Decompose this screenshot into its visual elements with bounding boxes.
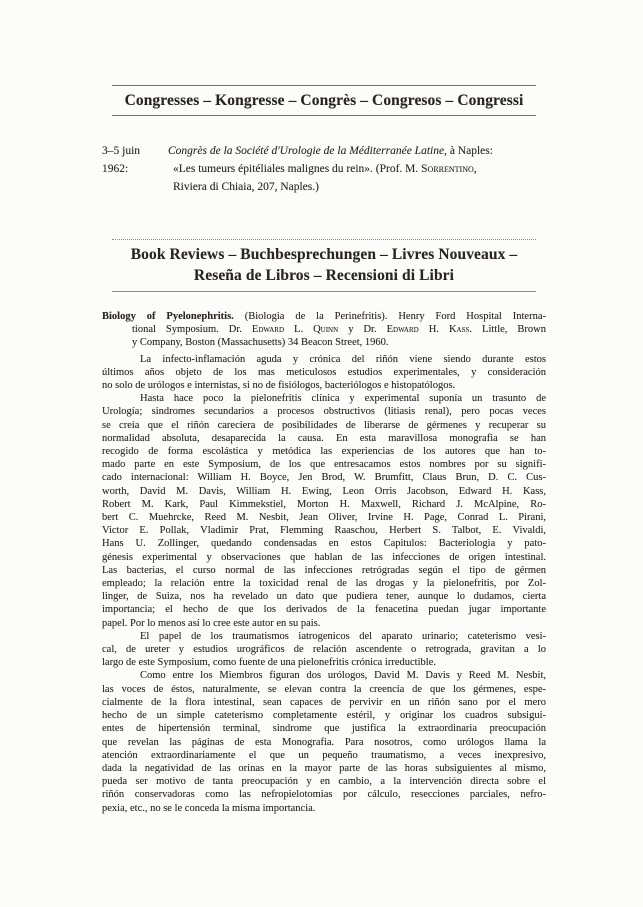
text-segment: Sorrentino <box>421 163 474 175</box>
review-paragraph <box>102 353 546 393</box>
review-text-line <box>102 564 546 577</box>
text-segment: génesis experimental y observaciones que hablan de las infecciones de origen intestinal. <box>102 551 546 563</box>
text-segment: riñón conservadoras como las nefropielotomias por cálculo, resecciones parciales, nefro- <box>102 789 546 801</box>
text-segment: se creia que el riñón careciera de posibilidades de liberarse de gérmenes y recuperar su <box>102 419 546 431</box>
review-text-line <box>102 709 546 722</box>
text-segment: Edward L. Quinn <box>251 324 339 336</box>
congress-entry-line <box>168 142 546 160</box>
congress-entry-description <box>168 142 546 196</box>
review-text-line <box>102 379 546 392</box>
review-text-line <box>102 590 546 603</box>
review-paragraph <box>102 669 546 814</box>
book-reviews-title-line2: Reseña de Libros – Recensioni di Libri <box>193 267 455 284</box>
text-segment: à Naples: <box>446 145 493 157</box>
text-segment: cal, de ureter y estudios urográficos de relación ascendente o retrograda, gravitan a lo <box>102 644 546 656</box>
text-segment: Victor E. Pollak, Vladimir Prat, Flemming Raaschou, Herbert S. Talbot, E. Vivaldi, <box>102 525 546 537</box>
text-segment: Como entre los Miembros figuran dos urólogos, David M. Davis y Reed M. Nesbit, <box>140 670 546 682</box>
review-text-line <box>102 603 546 616</box>
text-segment: Edward H. Kass <box>386 324 470 336</box>
review-text-line <box>102 683 546 696</box>
text-segment: linger, de Suiza, nos ha revelado un dato que pudiera tener, aunque lo dudamos, cierta <box>102 591 546 603</box>
text-segment: cialmente de la flora intestinal, sean capaces de pervivir en un riñón sano por el mero <box>102 696 546 708</box>
review-text-line <box>102 802 546 815</box>
review-text-line <box>102 524 546 537</box>
text-segment: La infecto-inflamación aguda y crónica del riñón viene siendo durante estos <box>140 353 546 365</box>
review-text-line <box>102 366 546 379</box>
text-segment: . Little, Brown <box>469 324 547 336</box>
text-segment: las voces de éstos, naturalmente, se elevan contra la creencia de que los gérmenes, espe- <box>102 683 546 695</box>
text-segment: entes de hipertensión terminal, sindrome que justifica la extraordinaria preocupación <box>102 723 546 735</box>
review-text-line <box>102 432 546 445</box>
review-text-line <box>102 643 546 656</box>
review-text-line <box>102 498 546 511</box>
review-text-line <box>102 617 546 630</box>
text-segment: tional Symposium. Dr. <box>132 324 252 336</box>
congresses-title: Congresses – Kongresse – Congrès – Congresos – Congressi <box>124 92 524 109</box>
text-segment: Hasta hace poco la pielonefritis clínica y experimental suponía un trasunto de <box>140 393 546 405</box>
review-paragraph <box>102 630 546 670</box>
text-segment: bert C. Muehrcke, Reed M. Nesbit, Jean Oliver, Irvine H. Page, Conrad L. Pirani, <box>102 512 546 524</box>
book-review-article <box>102 310 546 815</box>
book-reviews-section-header <box>112 239 536 292</box>
text-segment: (Biologia de la Perinefritis). Henry Ford Hospital Interna- <box>233 311 546 322</box>
review-text-line <box>102 630 546 643</box>
review-text-line <box>102 458 546 471</box>
text-segment: Urología; sindromes secundarios a procesos obstructivos (litiasis renal), pero pocas veces <box>102 406 546 418</box>
review-text-line <box>102 471 546 484</box>
review-text-line <box>102 323 546 336</box>
review-text-line <box>102 736 546 749</box>
text-segment: últimos años objeto de los mas meticulosos estudios experimentales, y consideración <box>102 366 546 378</box>
review-text-line <box>102 405 546 418</box>
review-text-line <box>102 775 546 788</box>
text-segment: Las bacterias, el curso normal de las infecciones retrógradas según el tipo de gérmen <box>102 564 546 576</box>
review-text-line <box>102 310 546 323</box>
text-segment: worth, David M. Davis, William H. Ewing, Leon Orris Jacobson, Edward H. Kass, <box>102 485 546 497</box>
review-text-line <box>102 551 546 564</box>
review-text-line <box>102 669 546 682</box>
review-text-line <box>102 419 546 432</box>
book-reviews-title-line1: Book Reviews – Buchbesprechungen – Livres Nouveaux – <box>130 246 518 263</box>
text-segment: atención extraordinariamente el que un pequeño traumatismo, a veces inexpresivo, <box>102 749 546 761</box>
text-segment: papel. Por lo menos así lo cree este autor en su pais. <box>102 617 321 629</box>
text-segment: largo de este Symposium, como fuente de una pielonefritis crónica irreductible. <box>102 657 436 669</box>
text-segment: y Dr. <box>338 324 387 336</box>
text-segment: Hans U. Zollinger, quedando condensadas en estos Capitulos: Bacteriologia y pato- <box>102 538 546 550</box>
review-text-line <box>102 511 546 524</box>
text-segment: hecho de un simple cateterismo completamente estéril, y originar los cuadros subsigui- <box>102 710 546 722</box>
text-segment: cado internacional: William H. Boyce, Jen Brod, W. Brumfitt, Claus Brun, D. C. Cus- <box>102 472 546 484</box>
text-segment: recogido de forma escolástica y metódica las experiencias de los autores que han to- <box>102 446 546 458</box>
congress-entry-line <box>168 160 546 178</box>
review-text-line <box>102 445 546 458</box>
text-segment: «Les tumeurs épitéliales malignes du rein». (Prof. M. <box>173 163 422 175</box>
text-segment: mado parte en este Symposium, de los que entresacamos estos nombres por su signifi- <box>102 459 546 471</box>
text-segment: pueda ser motivo de tanta preocupación y en cambio, a la intervención directa sobre el <box>102 776 546 788</box>
text-segment: Congrès de la Société d'Urologie de la Méditerranée Latine, <box>168 145 447 157</box>
scanned-page-content <box>102 0 546 815</box>
congress-entry-date: 3–5 juin 1962: <box>102 145 141 175</box>
text-segment: dada la negatividad de las orinas en la mayor parte de las horas subsiguientes al mismo, <box>102 762 546 774</box>
review-text-line <box>102 722 546 735</box>
review-text-line <box>102 577 546 590</box>
text-segment: normalidad absoluta, desaparecida la causa. En esta maravillosa monografia se han <box>102 432 546 444</box>
review-text-line <box>102 485 546 498</box>
text-segment: El papel de los traumatismos iatrogenicos del aparato urinario; cateterismo vesi- <box>140 630 546 642</box>
review-text-line <box>102 762 546 775</box>
congress-entry <box>102 142 546 196</box>
text-segment: empleado; la relación entre la toxicidad renal de las drogas y la pielonefritis, por Zol- <box>102 578 546 590</box>
text-segment: importancia; el hecho de que los derivados de la fenacetina puedan jugar importante <box>102 604 546 616</box>
text-segment: , <box>473 163 477 175</box>
text-segment: Robert M. Kark, Paul Kimmekstiel, Morton H. Maxwell, Richard J. McAlpine, Ro- <box>102 498 546 510</box>
review-paragraph <box>102 392 546 630</box>
text-segment: Riviera di Chiaia, 207, Naples.) <box>173 181 319 193</box>
review-text-line <box>102 353 546 366</box>
review-text-line <box>102 788 546 801</box>
review-text-line <box>102 392 546 405</box>
review-paragraph <box>102 310 546 350</box>
congresses-section-header <box>112 85 536 116</box>
review-text-line <box>102 537 546 550</box>
review-text-line <box>102 696 546 709</box>
congress-entry-line <box>168 178 546 196</box>
congresses-bottom-rule <box>112 115 536 116</box>
book-reviews-titles <box>112 240 536 291</box>
text-segment: y Company, Boston (Massachusetts) 34 Beacon Street, 1960. <box>132 337 389 349</box>
text-segment: que revelan las páginas de esta Monografia. Para nosotros, como urólogos llama la <box>102 736 546 748</box>
book-reviews-bottom-rule <box>112 291 536 292</box>
review-text-line <box>102 749 546 762</box>
review-text-line <box>102 656 546 669</box>
text-segment: no solo de urólogos e internistas, si no de fisiólogos, bacteriólogos e histopatólogos. <box>102 380 456 392</box>
text-segment: Biology of Pyelonephritis. <box>102 311 234 322</box>
review-text-line <box>102 336 546 349</box>
text-segment: pexia, etc., no se le conceda la misma importancia. <box>102 802 316 814</box>
